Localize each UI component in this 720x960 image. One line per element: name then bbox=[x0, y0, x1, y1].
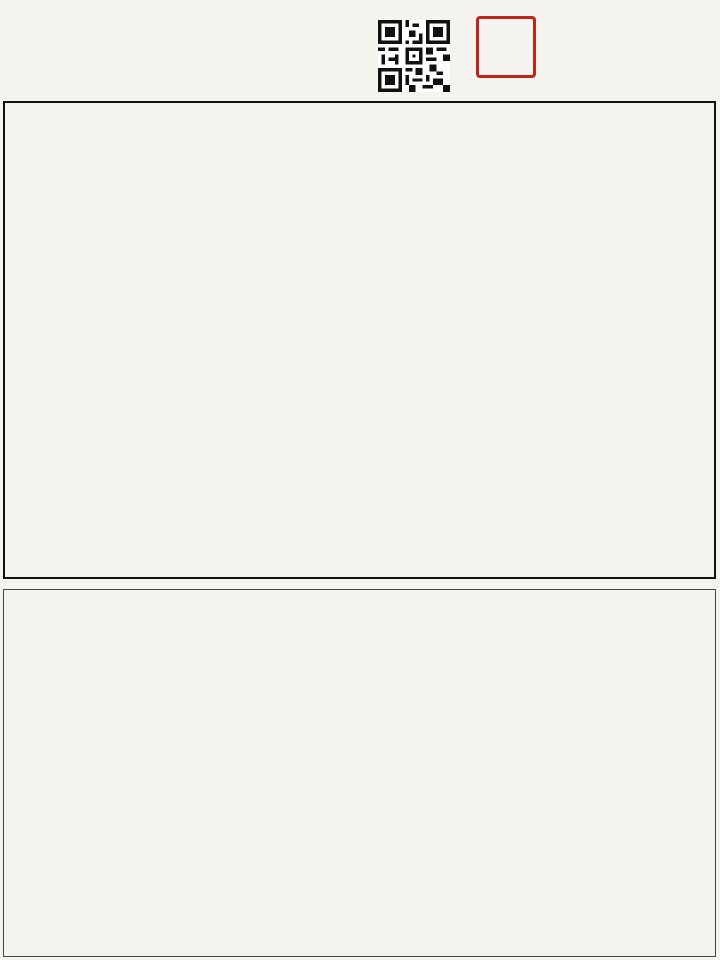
brand-title bbox=[540, 10, 712, 58]
yearly-grid bbox=[3, 589, 716, 957]
gender-row bbox=[12, 31, 22, 47]
seal-frame-icon bbox=[479, 19, 533, 75]
seal-logo bbox=[476, 16, 536, 78]
pillars-grid bbox=[3, 101, 716, 579]
qr-code-icon[interactable] bbox=[378, 20, 450, 92]
